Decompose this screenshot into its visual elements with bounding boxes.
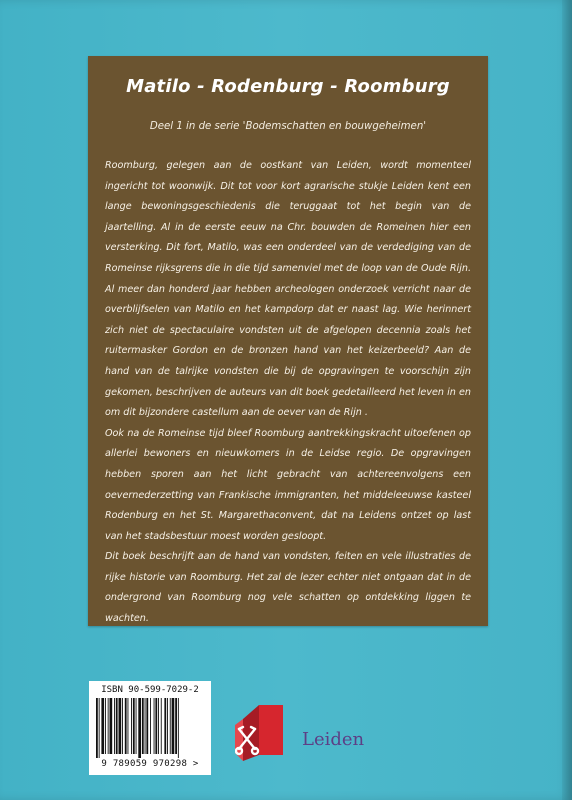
blurb-paragraph-1: Roomburg, gelegen aan de oostkant van Leiden, wordt momenteel ingericht tot woonwijk. Dit tot voor kort agrarische stukje Leiden kent een lange bewoningsgeschiedenis die teruggaat tot het begin van de jaartelling. Al in de eerste eeuw na Chr. bouwden de Romeinen hier een versterking. Dit fort, Matilo, was een onderdeel van de verdediging van de Romeinse rijksgrens die in die tijd samenviel met de loop van de Oude Rijn. Al meer dan honderd jaar hebben archeologen onderzoek verricht naar de overblijfselen van Matilo en het kampdorp dat er naast lag. Wie herinnert zich niet de spectaculaire vondsten uit de afgelopen decennia zoals het ruitermasker Gordon en de bronzen hand van het keizerbeeld? Aan de hand van de talrijke vondsten die bij de opgravingen te voorschijn zijn gekomen, beschrijven de auteurs van dit boek gedetailleerd het leven in en om dit bijzondere castellum aan de oever van de Rijn .: [105, 160, 471, 419]
cover-edge-shadow: [562, 0, 572, 800]
ean-number: 9 789059 970298 >: [101, 759, 199, 769]
text-panel: [88, 56, 488, 626]
isbn-number: ISBN 90-599-7029-2: [101, 685, 199, 695]
leiden-keys-icon: [235, 705, 291, 761]
barcode-icon: [96, 698, 204, 758]
blurb-paragraph-3: Dit boek beschrijft aan de hand van vondsten, feiten en vele illustraties de rijke historie van Roomburg. Het zal de lezer echter niet ontgaan dat in de ondergrond van Roomburg nog vele schatten op ontdekking liggen te wachten.: [105, 551, 471, 625]
blurb-paragraph-2: Ook na de Romeinse tijd bleef Roomburg aantrekkingskracht uitoefenen op allerlei bewoners en nieuwkomers in de Leidse regio. De opgravingen hebben sporen aan het licht gebracht van achtereenvolgens een oevernederzetting van Frankische immigranten, het middeleeuwse kasteel Rodenburg en het St. Margarethaconvent, dat na Leidens ontzet op last van het stadsbestuur moest worden gesloopt.: [105, 427, 471, 542]
publisher-logo-text: Leiden: [302, 729, 365, 750]
blurb-text: [105, 156, 471, 630]
series-subtitle: Deel 1 in de serie 'Bodemschatten en bouwgeheimen': [149, 121, 427, 132]
barcode-label: [89, 681, 211, 775]
book-title: Matilo - Rodenburg - Roomburg: [126, 76, 450, 97]
